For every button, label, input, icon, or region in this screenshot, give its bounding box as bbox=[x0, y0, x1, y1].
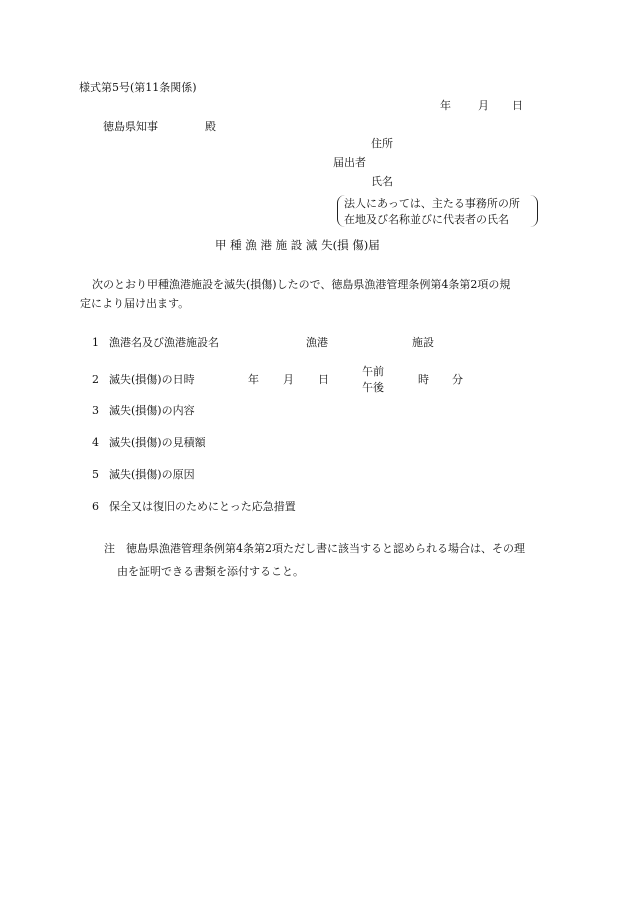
facility-label: 施設 bbox=[412, 336, 434, 349]
item-label: 滅失(損傷)の日時 bbox=[109, 373, 195, 386]
datetime-minute-label: 分 bbox=[452, 373, 463, 386]
body-line1: 次のとおり甲種漁港施設を滅失(損傷)したので、徳島県漁港管理条例第4条第2項の規 bbox=[92, 278, 511, 291]
item-label: 滅失(損傷)の内容 bbox=[109, 404, 195, 417]
fishing-port-label: 漁港 bbox=[306, 336, 328, 349]
corporate-note-line1: 法人にあっては、主たる事務所の所 bbox=[344, 197, 520, 210]
addressee-name: 徳島県知事 bbox=[103, 120, 158, 133]
item-number: 1 bbox=[92, 336, 99, 349]
item-label: 保全又は復旧のためにとった応急措置 bbox=[109, 500, 296, 513]
item-number: 5 bbox=[92, 468, 99, 481]
item-label: 漁港名及び漁港施設名 bbox=[109, 336, 219, 349]
note-prefix: 注 bbox=[104, 542, 115, 555]
note-line2: 由を証明できる書類を添付すること。 bbox=[117, 565, 304, 578]
datetime-pm-label: 午後 bbox=[362, 381, 384, 394]
name-label: 氏名 bbox=[371, 175, 393, 188]
corporate-note-line2: 在地及び名称並びに代表者の氏名 bbox=[344, 213, 509, 226]
datetime-hour-label: 時 bbox=[418, 373, 429, 386]
body-line2: 定により届け出ます。 bbox=[80, 297, 190, 310]
date-year-label: 年 bbox=[440, 99, 451, 112]
item-number: 4 bbox=[92, 436, 99, 449]
submitter-label: 届出者 bbox=[333, 156, 366, 169]
item-number: 3 bbox=[92, 404, 99, 417]
form-number: 様式第5号(第11条関係) bbox=[79, 81, 197, 94]
datetime-am-label: 午前 bbox=[362, 365, 384, 378]
item-number: 2 bbox=[92, 373, 99, 386]
datetime-month-label: 月 bbox=[283, 373, 294, 386]
date-month-label: 月 bbox=[478, 99, 489, 112]
datetime-year-label: 年 bbox=[248, 373, 259, 386]
date-day-label: 日 bbox=[512, 99, 523, 112]
document-title: 甲 種 漁 港 施 設 滅 失(損 傷)届 bbox=[215, 238, 380, 252]
address-label: 住所 bbox=[371, 137, 393, 150]
datetime-day-label: 日 bbox=[318, 373, 329, 386]
note-line1: 徳島県漁港管理条例第4条第2項ただし書に該当すると認められる場合は、その理 bbox=[126, 542, 525, 555]
item-label: 滅失(損傷)の原因 bbox=[109, 468, 195, 481]
item-label: 滅失(損傷)の見積額 bbox=[109, 436, 206, 449]
item-number: 6 bbox=[92, 500, 99, 513]
addressee-honorific: 殿 bbox=[205, 120, 216, 133]
